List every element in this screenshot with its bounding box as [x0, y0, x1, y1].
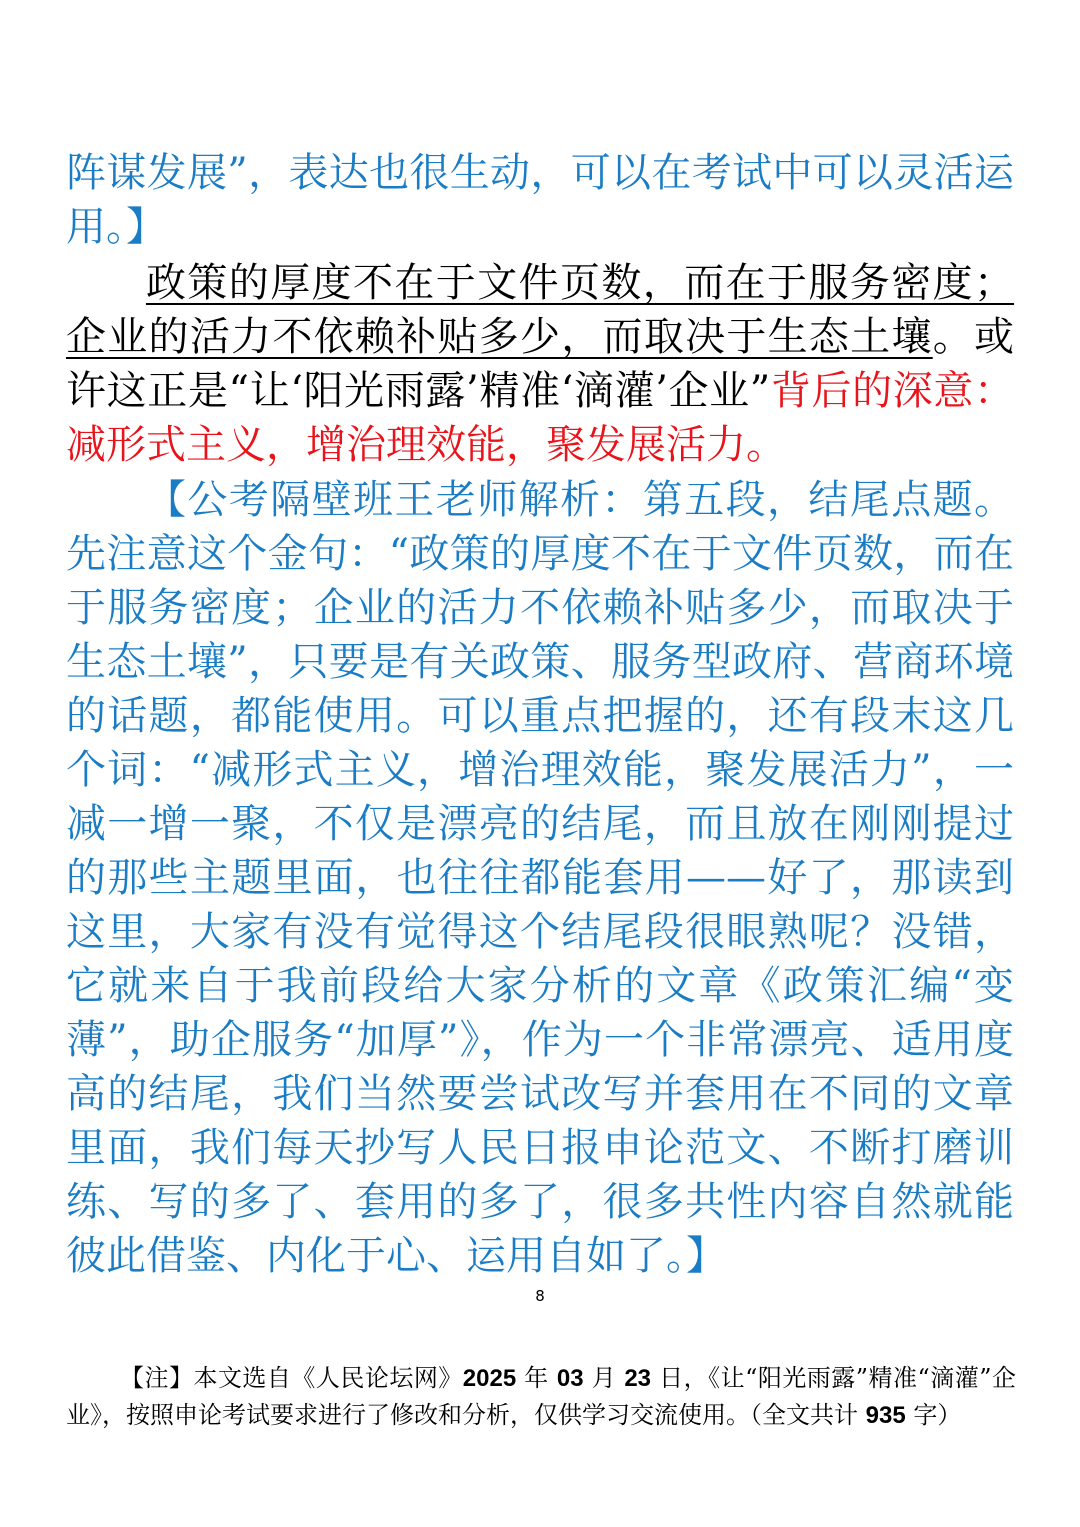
footnote-text-2: 年 — [516, 1364, 557, 1392]
footnote-text-5: 字） — [905, 1401, 962, 1429]
footnote-year: 2025 — [462, 1365, 517, 1392]
footnote-text-3: 月 — [583, 1364, 625, 1392]
footnote-day: 23 — [624, 1365, 652, 1392]
key-sentence-underlined: 政策的厚度不在于文件页数，而在于服务密度；企业的活力不依赖补贴多少，而取决于生态土壤 — [66, 260, 1014, 360]
footnote-text-4: 日，《让“阳光雨露”精准“滴灌”企业》，按照申论考试要求进行了修改和分析，仅供学习交流使用。（全文共计 — [66, 1364, 1016, 1429]
conclusion-paragraph — [66, 256, 1014, 472]
conclusion-red-text: 背后的深意：减形式主义，增治理效能，聚发展活力。 — [66, 368, 1014, 468]
footnote-text-1: 【注】本文选自《人民论坛网》 — [120, 1364, 463, 1392]
footnote-month: 03 — [556, 1365, 584, 1392]
conclusion-plain-text: 。或许这正是“让‘阳光雨露’精准‘滴灌’企业” — [66, 314, 1015, 414]
footnote-word-count: 935 — [865, 1402, 906, 1429]
page-number: 8 — [535, 1287, 545, 1305]
analysis-paragraph: 【公考隔壁班王老师解析：第五段，结尾点题。先注意这个金句：“政策的厚度不在于文件页数，而在于服务密度；企业的活力不依赖补贴多少，而取决于生态土壤”，只要是有关政策、服务型政府、营商环境的话题，都能使用。可以重点把握的，还有段末这几个词：“减形式主义，增治理效能，聚发展活力”，一减一增一聚，不仅是漂亮的结尾，而且放在刚刚提过的那些主题里面，也往往都能套用——好了，那读到这里，大家有没有觉得这个结尾段很眼熟呢？没错，它就来自于我前段给大家分析的文章《政策汇编“变薄”，助企服务“加厚”》，作为一个非常漂亮、适用度高的结尾，我们当然要尝试改写并套用在不同的文章里面，我们每天抄写人民日报申论范文、不断打磨训练、写的多了、套用的多了，很多共性内容自然就能彼此借鉴、内化于心、运用自如了。】 — [66, 477, 1014, 1279]
paragraph-tail: 阵谋发展”，表达也很生动，可以在考试中可以灵活运用。】 — [66, 150, 1014, 250]
footnote — [66, 1360, 1016, 1434]
